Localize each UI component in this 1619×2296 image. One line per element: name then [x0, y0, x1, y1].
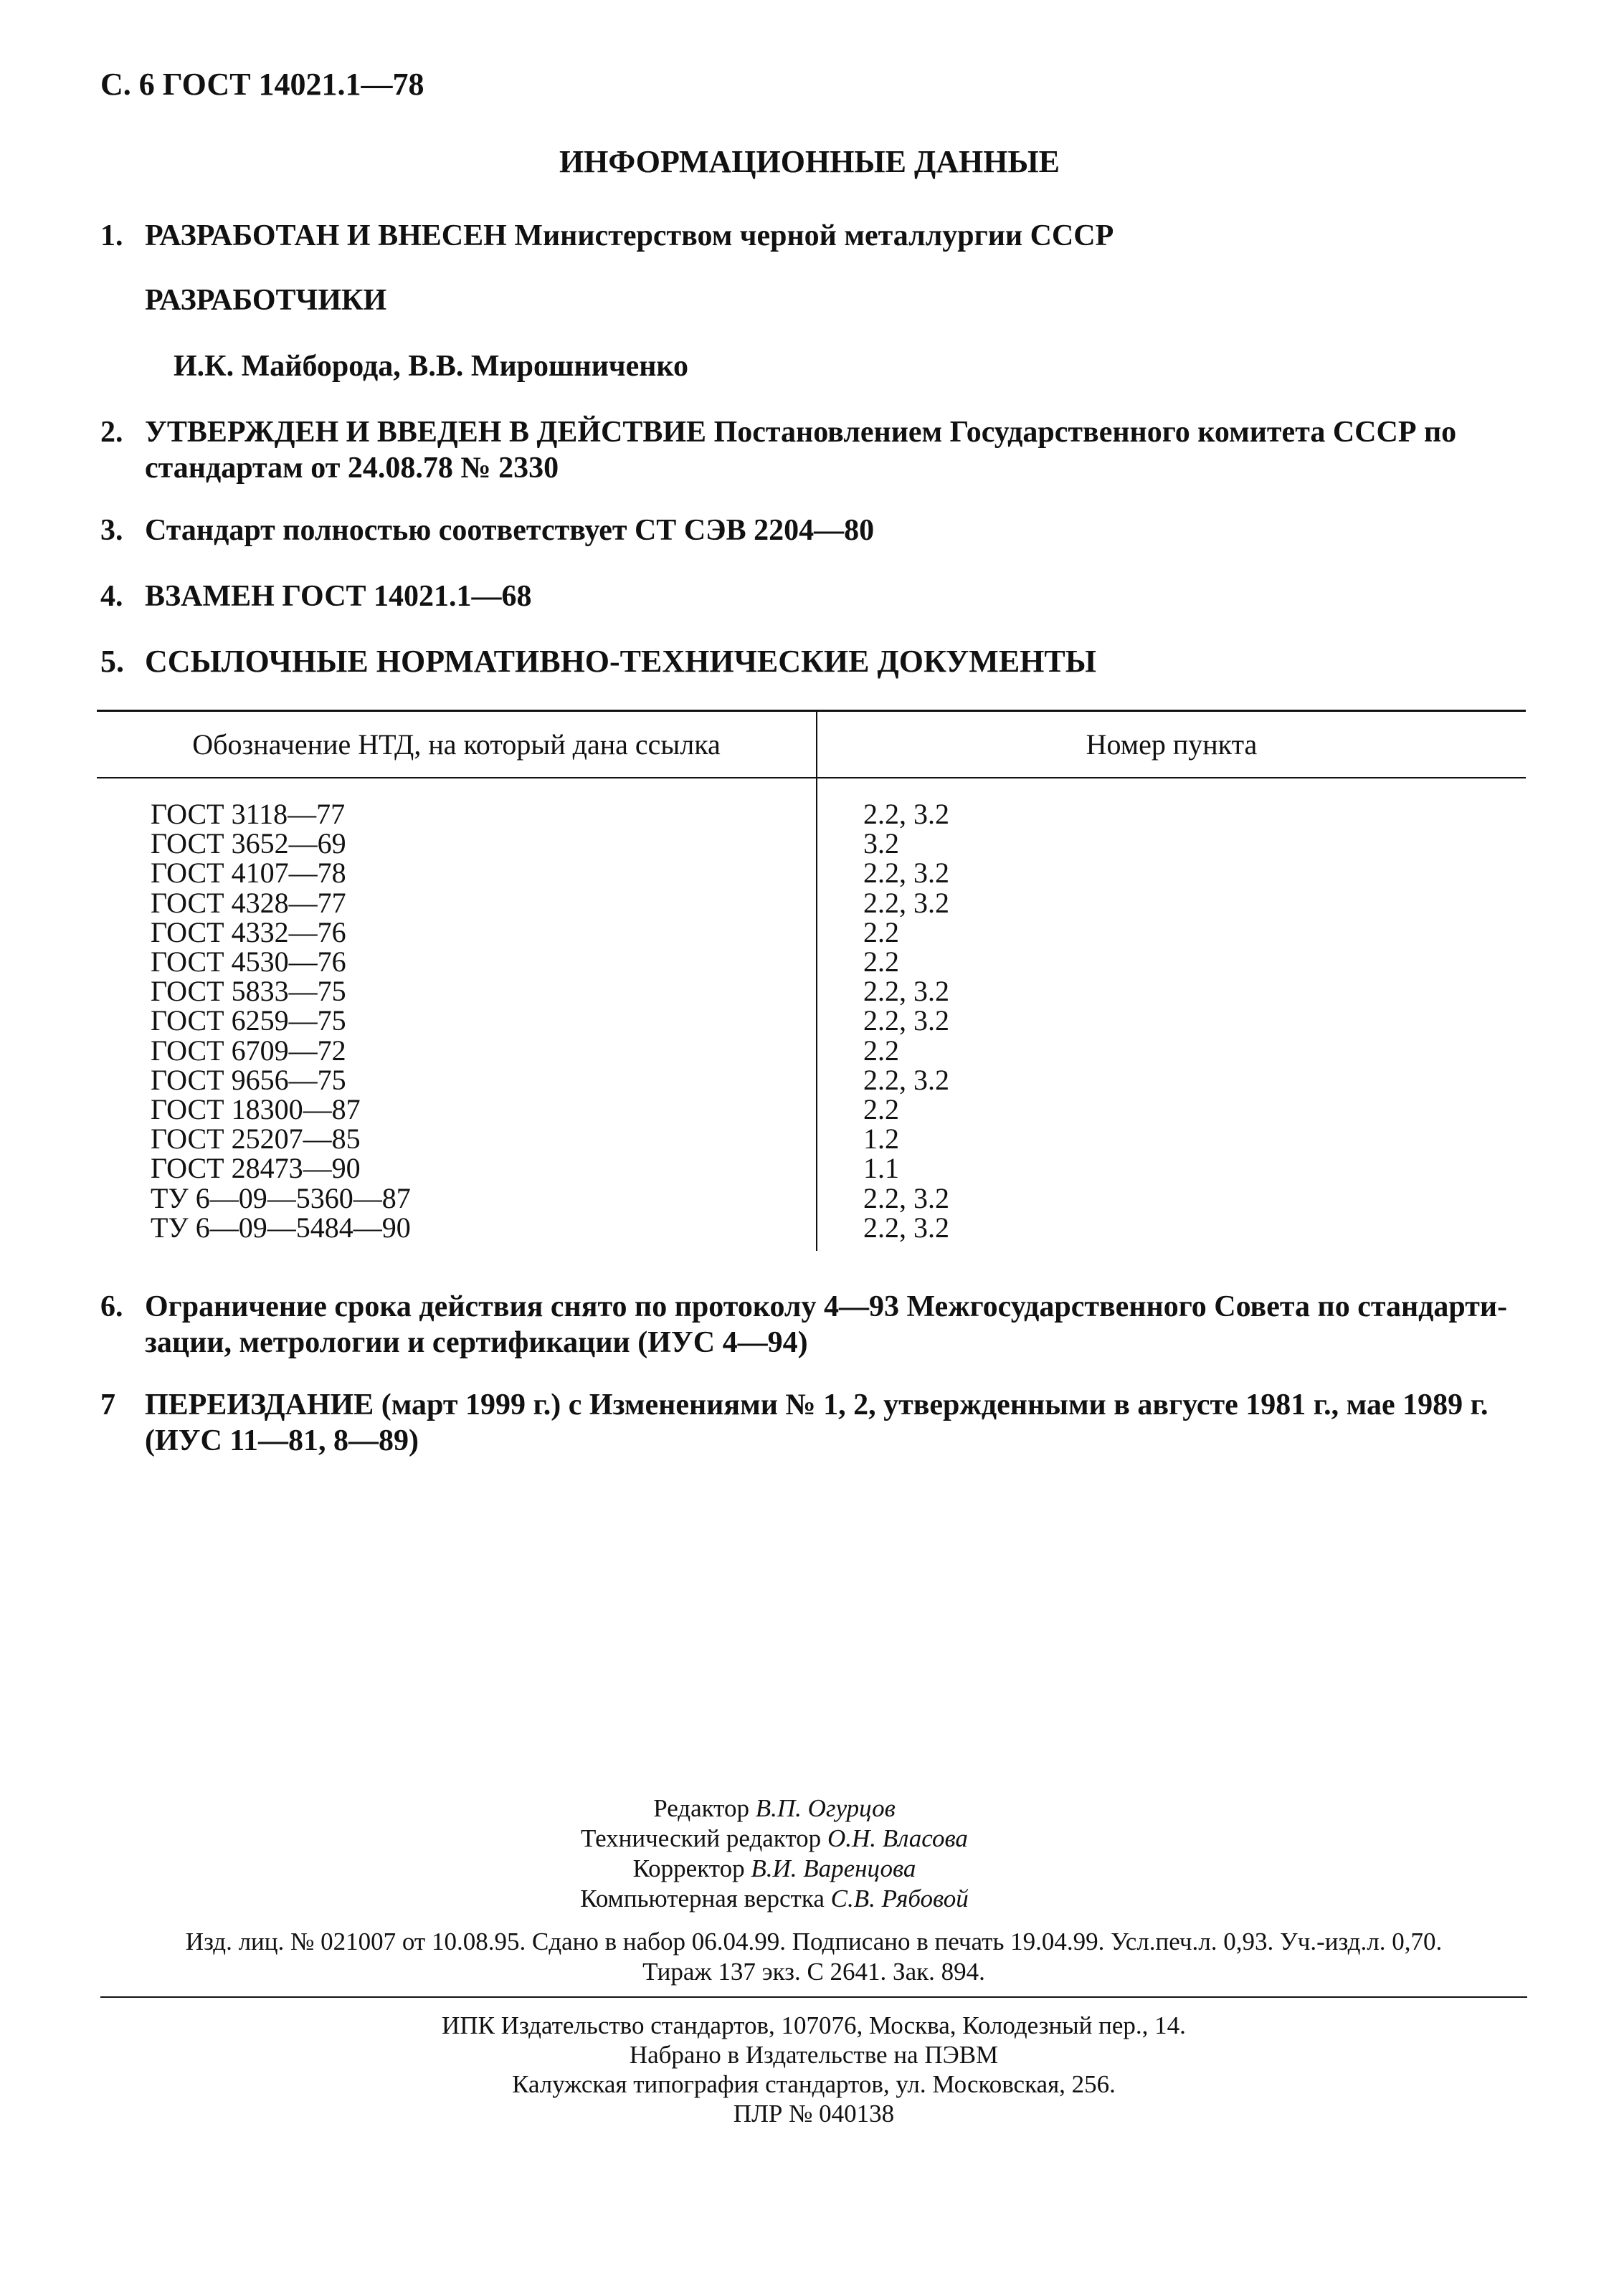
table-cell-document: ГОСТ 3118—77: [151, 798, 346, 830]
table-cell-document: ГОСТ 6709—72: [151, 1034, 346, 1067]
credit-line: [502, 1854, 1047, 1884]
imprint-line: Изд. лиц. № 021007 от 10.08.95. Сдано в набор 06.04.99. Подписано в печать 19.04.99. Усл.печ.л. 0,93. Уч.-изд.л. 0,70.: [185, 1928, 1443, 1956]
info-item-2: [100, 414, 1534, 486]
table-cell-document: ГОСТ 4530—76: [151, 945, 346, 978]
credit-line: [502, 1794, 1047, 1824]
item-text: ССЫЛОЧНЫЕ НОРМАТИВНО-ТЕХНИЧЕСКИЕ ДОКУМЕНТЫ: [145, 644, 1096, 679]
table-cell-document: ГОСТ 5833—75: [151, 975, 346, 1008]
table-cell-document: ГОСТ 6259—75: [151, 1004, 346, 1037]
info-item-3: [100, 513, 1534, 548]
credit-role: Компьютерная верстка: [580, 1885, 825, 1912]
info-item-7: [100, 1387, 1534, 1459]
table-cell-clause: 2.2: [863, 915, 899, 948]
credit-role: Технический редактор: [581, 1824, 822, 1852]
item-number: 5.: [100, 644, 124, 679]
table-cell-document: ГОСТ 4332—76: [151, 915, 346, 948]
item-text: Ограничение срока действия снято по протоколу 4—93 Межгосударственного Совета по стандарти-: [145, 1290, 1508, 1323]
table-column-divider: [816, 710, 817, 1251]
item-bold-text: УТВЕРЖДЕН И ВВЕДЕН В ДЕЙСТВИЕ: [145, 416, 707, 449]
credit-line: [502, 1884, 1047, 1914]
table-cell-document: ГОСТ 25207—85: [151, 1123, 361, 1156]
table-header-document: Обозначение НТД, на который дана ссылка: [192, 728, 721, 761]
table-cell-clause: 2.2: [863, 1093, 899, 1126]
item-text: ВЗАМЕН ГОСТ 14021.1—68: [145, 580, 532, 613]
table-cell-clause: 2.2: [863, 945, 899, 978]
table-cell-document: ГОСТ 4107—78: [151, 857, 346, 890]
footer-line: Набрано в Издательстве на ПЭВМ: [629, 2041, 999, 2069]
table-cell-clause: 1.2: [863, 1123, 899, 1156]
table-column-documents: [151, 799, 411, 1242]
item-bold-text: ПЕРЕИЗДАНИЕ: [145, 1388, 374, 1421]
credit-name: О.Н. Власова: [827, 1824, 968, 1852]
table-header-rule: [97, 777, 1526, 778]
item-number: 6.: [100, 1290, 123, 1323]
publisher-footer: [100, 2011, 1527, 2128]
footer-line: ИПК Издательство стандартов, 107076, Москва, Колодезный пер., 14.: [442, 2011, 1186, 2039]
item-continuation: зации, метрологии и сертификации (ИУС 4—94): [145, 1326, 808, 1359]
table-cell-clause: 2.2, 3.2: [863, 1181, 949, 1214]
item-number: 4.: [100, 580, 123, 613]
table-cell-document: ГОСТ 18300—87: [151, 1093, 361, 1126]
table-cell-clause: 2.2, 3.2: [863, 975, 949, 1008]
developers-names: И.К. Майборода, В.В. Мирошниченко: [174, 350, 689, 383]
table-cell-clause: 2.2, 3.2: [863, 857, 949, 890]
item-text: Стандарт полностью соответствует СТ СЭВ 2204—80: [145, 514, 875, 547]
credits-block: [502, 1794, 1047, 1914]
footer-rule: [100, 1996, 1527, 1998]
table-cell-document: ТУ 6—09—5484—90: [151, 1211, 411, 1244]
table-column-clauses: [863, 799, 949, 1242]
table-cell-document: ГОСТ 3652—69: [151, 827, 346, 860]
item-bold-text: РАЗРАБОТАН И ВНЕСЕН: [145, 219, 507, 252]
table-cell-document: ГОСТ 9656—75: [151, 1063, 346, 1096]
info-item-5: [100, 644, 1534, 680]
developers-label: РАЗРАБОТЧИКИ: [145, 284, 387, 317]
table-cell-clause: 2.2, 3.2: [863, 1063, 949, 1096]
table-cell-clause: 3.2: [863, 827, 899, 860]
table-cell-clause: 2.2: [863, 1034, 899, 1067]
info-item-4: [100, 578, 1534, 614]
info-item-6: [100, 1289, 1534, 1361]
credit-line: [502, 1824, 1047, 1854]
item-number: 2.: [100, 416, 123, 449]
table-cell-clause: 2.2, 3.2: [863, 886, 949, 919]
table-cell-clause: 2.2, 3.2: [863, 1211, 949, 1244]
table-cell-document: ТУ 6—09—5360—87: [151, 1181, 411, 1214]
credit-name: С.В. Рябовой: [830, 1885, 969, 1912]
footer-line: Калужская типография стандартов, ул. Московская, 256.: [512, 2070, 1116, 2098]
imprint-line: Тираж 137 экз. С 2641. Зак. 894.: [642, 1958, 985, 1986]
item-continuation: (ИУС 11—81, 8—89): [145, 1424, 419, 1457]
item-continuation: стандартам от 24.08.78 № 2330: [145, 452, 559, 485]
item-text: Постановлением Государственного комитета СССР по: [706, 416, 1457, 449]
table-cell-clause: 2.2, 3.2: [863, 798, 949, 830]
credit-role: Редактор: [653, 1794, 749, 1822]
credit-name: В.И. Варенцова: [751, 1854, 916, 1882]
item-text: (март 1999 г.) с Изменениями № 1, 2, утвержденными в августе 1981 г., мае 1989 г.: [374, 1388, 1489, 1421]
item-number: 3.: [100, 514, 123, 547]
page-title: ИНФОРМАЦИОННЫЕ ДАННЫЕ: [559, 144, 1060, 179]
imprint-block: [100, 1927, 1527, 1987]
credit-role: Корректор: [632, 1854, 745, 1882]
table-cell-document: ГОСТ 28473—90: [151, 1152, 361, 1185]
footer-line: ПЛР № 040138: [733, 2100, 895, 2128]
table-cell-clause: 1.1: [863, 1152, 899, 1185]
table-header-clause: Номер пункта: [1086, 728, 1258, 761]
credit-name: В.П. Огурцов: [755, 1794, 896, 1822]
item-number: 1.: [100, 219, 123, 252]
table-cell-clause: 2.2, 3.2: [863, 1004, 949, 1037]
item-text: Министерством черной металлургии СССР: [506, 219, 1114, 252]
page-header: С. 6 ГОСТ 14021.1—78: [100, 67, 424, 102]
info-item-1: [100, 218, 1534, 254]
table-top-rule: [97, 710, 1526, 712]
table-cell-document: ГОСТ 4328—77: [151, 886, 346, 919]
item-number: 7: [100, 1388, 115, 1421]
